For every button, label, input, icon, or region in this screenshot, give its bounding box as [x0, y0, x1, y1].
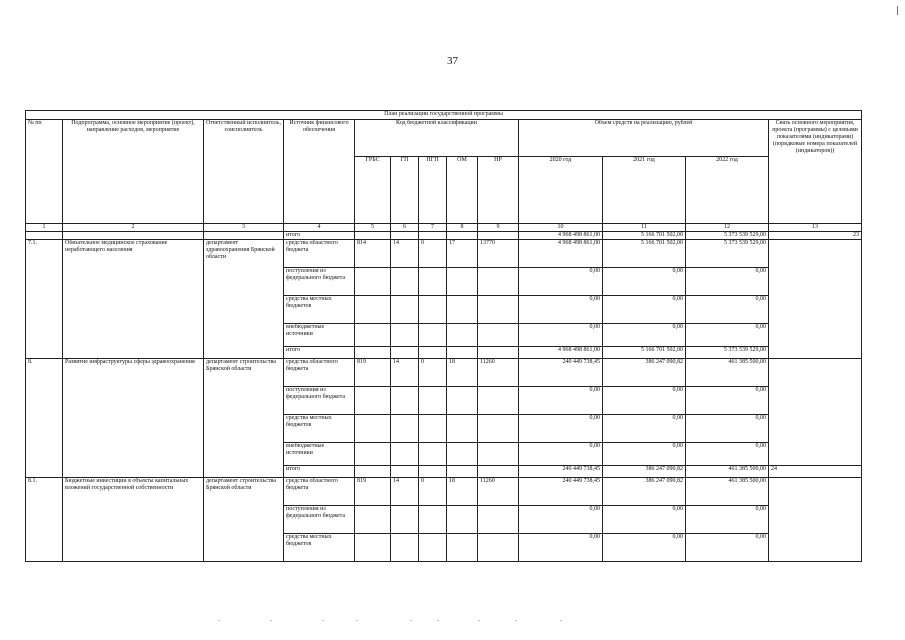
- cell-indicator-link: [769, 240, 862, 359]
- cell-2020: 0,00: [519, 387, 603, 415]
- cell-source: внебюджетные источники: [284, 443, 355, 466]
- cell-executor: [204, 232, 284, 240]
- cell-grbs: [355, 466, 391, 478]
- cell-grbs: [355, 534, 391, 562]
- column-number: 1: [26, 224, 63, 232]
- cell-2022: 461 385 500,00: [686, 466, 769, 478]
- cell-nr: [478, 443, 519, 466]
- cell-2022: 0,00: [686, 506, 769, 534]
- cell-gp: [391, 534, 419, 562]
- cell-2020: 0,00: [519, 296, 603, 324]
- scan-artifact-dots: [0, 620, 905, 626]
- cell-name: Обязательное медицинское страхование неработающего населения: [63, 240, 204, 359]
- page-number: 37: [447, 55, 458, 67]
- header-executor: Ответственный исполнитель, соисполнитель: [204, 120, 284, 224]
- cell-2020: 4 968 498 861,00: [519, 232, 603, 240]
- cell-2020: 0,00: [519, 268, 603, 296]
- cell-pgp: 0: [419, 240, 447, 268]
- cell-2022: 0,00: [686, 387, 769, 415]
- cell-om: [447, 534, 478, 562]
- cell-nr: [478, 232, 519, 240]
- column-number: 7: [419, 224, 447, 232]
- cell-2020: 4 968 498 861,00: [519, 347, 603, 359]
- table-caption: План реализации государственной программы: [26, 111, 862, 120]
- cell-nr: [478, 506, 519, 534]
- cell-nr: [478, 347, 519, 359]
- cell-executor: департамент строительства Брянской области: [204, 359, 284, 478]
- cell-2020: 0,00: [519, 415, 603, 443]
- column-number: 6: [391, 224, 419, 232]
- cell-gp: [391, 324, 419, 347]
- cell-name: Бюджетные инвестиции в объекты капитальных вложений государственной собственности: [63, 478, 204, 562]
- cell-source: средства местных бюджетов: [284, 296, 355, 324]
- cell-pgp: [419, 268, 447, 296]
- cell-grbs: [355, 268, 391, 296]
- cell-pgp: [419, 387, 447, 415]
- cell-2022: 0,00: [686, 268, 769, 296]
- cell-executor: департамент строительства Брянской области: [204, 478, 284, 562]
- cell-source: средства областного бюджета: [284, 478, 355, 506]
- cell-source: средства областного бюджета: [284, 240, 355, 268]
- cell-grbs: 819: [355, 359, 391, 387]
- cell-grbs: [355, 443, 391, 466]
- header-program: Подпрограмма, основное мероприятие (проект), направление расходов, мероприятие: [63, 120, 204, 224]
- cell-nr: [478, 466, 519, 478]
- cell-om: 17: [447, 240, 478, 268]
- cell-indicator-link: [769, 478, 862, 562]
- cell-pgp: [419, 232, 447, 240]
- cell-num: 8.1.: [26, 478, 63, 562]
- cell-gp: 14: [391, 359, 419, 387]
- cell-gp: [391, 506, 419, 534]
- cell-2021: 5 166 701 502,00: [603, 347, 686, 359]
- table-row: [26, 359, 862, 387]
- column-number: 12: [686, 224, 769, 232]
- cell-2020: 0,00: [519, 506, 603, 534]
- cell-2021: 0,00: [603, 387, 686, 415]
- cell-om: [447, 232, 478, 240]
- cell-grbs: [355, 347, 391, 359]
- cell-2020: 240 449 738,45: [519, 359, 603, 387]
- column-number: 2: [63, 224, 204, 232]
- cell-gp: [391, 443, 419, 466]
- header-gp: ГП: [391, 157, 419, 224]
- cell-num: [26, 232, 63, 240]
- cell-indicator-link: [769, 359, 862, 466]
- header-year-2022: 2022 год: [686, 157, 769, 224]
- cell-om: [447, 347, 478, 359]
- cell-gp: [391, 466, 419, 478]
- cell-gp: [391, 347, 419, 359]
- cell-om: [447, 506, 478, 534]
- cell-2022: 461 385 500,00: [686, 478, 769, 506]
- cell-2020: 0,00: [519, 324, 603, 347]
- cell-nr: [478, 324, 519, 347]
- cell-2021: 5 166 701 502,00: [603, 240, 686, 268]
- cell-nr: 11260: [478, 359, 519, 387]
- cell-om: [447, 443, 478, 466]
- cell-om: [447, 466, 478, 478]
- cell-2020: 240 449 738,45: [519, 466, 603, 478]
- cell-gp: [391, 296, 419, 324]
- table-row: [26, 240, 862, 268]
- cell-grbs: [355, 387, 391, 415]
- cell-pgp: [419, 347, 447, 359]
- cell-2021: 386 247 090,82: [603, 466, 686, 478]
- cell-executor: департамент здравоохранения Брянской области: [204, 240, 284, 359]
- cell-source: итого: [284, 232, 355, 240]
- cell-nr: [478, 534, 519, 562]
- implementation-plan-table: [25, 110, 862, 562]
- cell-2020: 0,00: [519, 534, 603, 562]
- cell-indicator-link: 23: [769, 232, 862, 240]
- header-pgp: ПГП: [419, 157, 447, 224]
- cell-indicator-link: 24: [769, 466, 862, 478]
- header-volume: Объем средств на реализацию, рублей: [519, 120, 769, 157]
- cell-gp: 14: [391, 240, 419, 268]
- cell-2021: 386 247 090,82: [603, 478, 686, 506]
- header-source: Источник финансового обеспечения: [284, 120, 355, 224]
- column-number: 8: [447, 224, 478, 232]
- cell-pgp: [419, 506, 447, 534]
- cell-grbs: 814: [355, 240, 391, 268]
- cell-nr: 11260: [478, 478, 519, 506]
- cell-2020: 0,00: [519, 443, 603, 466]
- header-grbs: ГРБС: [355, 157, 391, 224]
- cell-gp: [391, 415, 419, 443]
- header-year-2020: 2020 год: [519, 157, 603, 224]
- cell-2022: 0,00: [686, 443, 769, 466]
- cell-gp: 14: [391, 478, 419, 506]
- cell-grbs: [355, 415, 391, 443]
- cell-pgp: [419, 534, 447, 562]
- cell-gp: [391, 232, 419, 240]
- cell-source: поступления из федерального бюджета: [284, 506, 355, 534]
- cell-grbs: 819: [355, 478, 391, 506]
- cell-om: [447, 268, 478, 296]
- cell-om: [447, 415, 478, 443]
- cell-nr: [478, 415, 519, 443]
- cell-2021: 5 166 701 502,00: [603, 232, 686, 240]
- cell-name: [63, 232, 204, 240]
- table-row: [26, 478, 862, 506]
- cell-gp: [391, 268, 419, 296]
- cell-nr: 13770: [478, 240, 519, 268]
- cell-om: [447, 296, 478, 324]
- cell-source: поступления из федерального бюджета: [284, 387, 355, 415]
- header-nr: НР: [478, 157, 519, 224]
- cell-pgp: 0: [419, 359, 447, 387]
- column-number: 5: [355, 224, 391, 232]
- header-indicator-link: Связь основного мероприятия, проекта (программы) с целевыми показателями (индикаторами) (порядковые номера показателей (индикаторов)): [769, 120, 862, 224]
- edge-mark: [897, 6, 898, 15]
- cell-source: средства областного бюджета: [284, 359, 355, 387]
- cell-2022: 0,00: [686, 296, 769, 324]
- cell-2022: 5 373 539 529,00: [686, 347, 769, 359]
- cell-nr: [478, 387, 519, 415]
- cell-2022: 5 373 539 529,00: [686, 240, 769, 268]
- cell-2021: 386 247 090,82: [603, 359, 686, 387]
- cell-num: 7.1.: [26, 240, 63, 359]
- cell-2022: 0,00: [686, 534, 769, 562]
- cell-grbs: [355, 232, 391, 240]
- cell-2022: 0,00: [686, 324, 769, 347]
- cell-2021: 0,00: [603, 443, 686, 466]
- column-number: 9: [478, 224, 519, 232]
- column-number: 4: [284, 224, 355, 232]
- table-row: [26, 232, 862, 240]
- cell-2022: 5 373 539 529,00: [686, 232, 769, 240]
- cell-om: [447, 387, 478, 415]
- cell-gp: [391, 387, 419, 415]
- cell-grbs: [355, 296, 391, 324]
- cell-2022: 461 385 500,00: [686, 359, 769, 387]
- cell-pgp: [419, 415, 447, 443]
- header-year-2021: 2021 год: [603, 157, 686, 224]
- cell-2021: 0,00: [603, 324, 686, 347]
- cell-pgp: [419, 443, 447, 466]
- column-number: 3: [204, 224, 284, 232]
- cell-source: итого: [284, 347, 355, 359]
- cell-2021: 0,00: [603, 506, 686, 534]
- cell-2021: 0,00: [603, 296, 686, 324]
- cell-pgp: 0: [419, 478, 447, 506]
- cell-2020: 4 968 498 861,00: [519, 240, 603, 268]
- cell-nr: [478, 296, 519, 324]
- cell-om: [447, 324, 478, 347]
- column-number: 13: [769, 224, 862, 232]
- column-number: 11: [603, 224, 686, 232]
- cell-pgp: [419, 296, 447, 324]
- cell-pgp: [419, 324, 447, 347]
- cell-om: 18: [447, 478, 478, 506]
- column-number: 10: [519, 224, 603, 232]
- cell-num: 8.: [26, 359, 63, 478]
- cell-grbs: [355, 506, 391, 534]
- cell-source: внебюджетные источники: [284, 324, 355, 347]
- cell-name: Развитие инфраструктуры сферы здравоохранения: [63, 359, 204, 478]
- cell-pgp: [419, 466, 447, 478]
- cell-source: итого: [284, 466, 355, 478]
- header-om: ОМ: [447, 157, 478, 224]
- cell-2021: 0,00: [603, 534, 686, 562]
- cell-source: поступления из федерального бюджета: [284, 268, 355, 296]
- cell-source: средства местных бюджетов: [284, 415, 355, 443]
- header-budget-code: Код бюджетной классификации: [355, 120, 519, 157]
- cell-grbs: [355, 324, 391, 347]
- cell-nr: [478, 268, 519, 296]
- cell-source: средства местных бюджетов: [284, 534, 355, 562]
- cell-2021: 0,00: [603, 268, 686, 296]
- cell-2022: 0,00: [686, 415, 769, 443]
- cell-om: 18: [447, 359, 478, 387]
- header-num: № пп: [26, 120, 63, 224]
- cell-2020: 240 449 738,45: [519, 478, 603, 506]
- cell-2021: 0,00: [603, 415, 686, 443]
